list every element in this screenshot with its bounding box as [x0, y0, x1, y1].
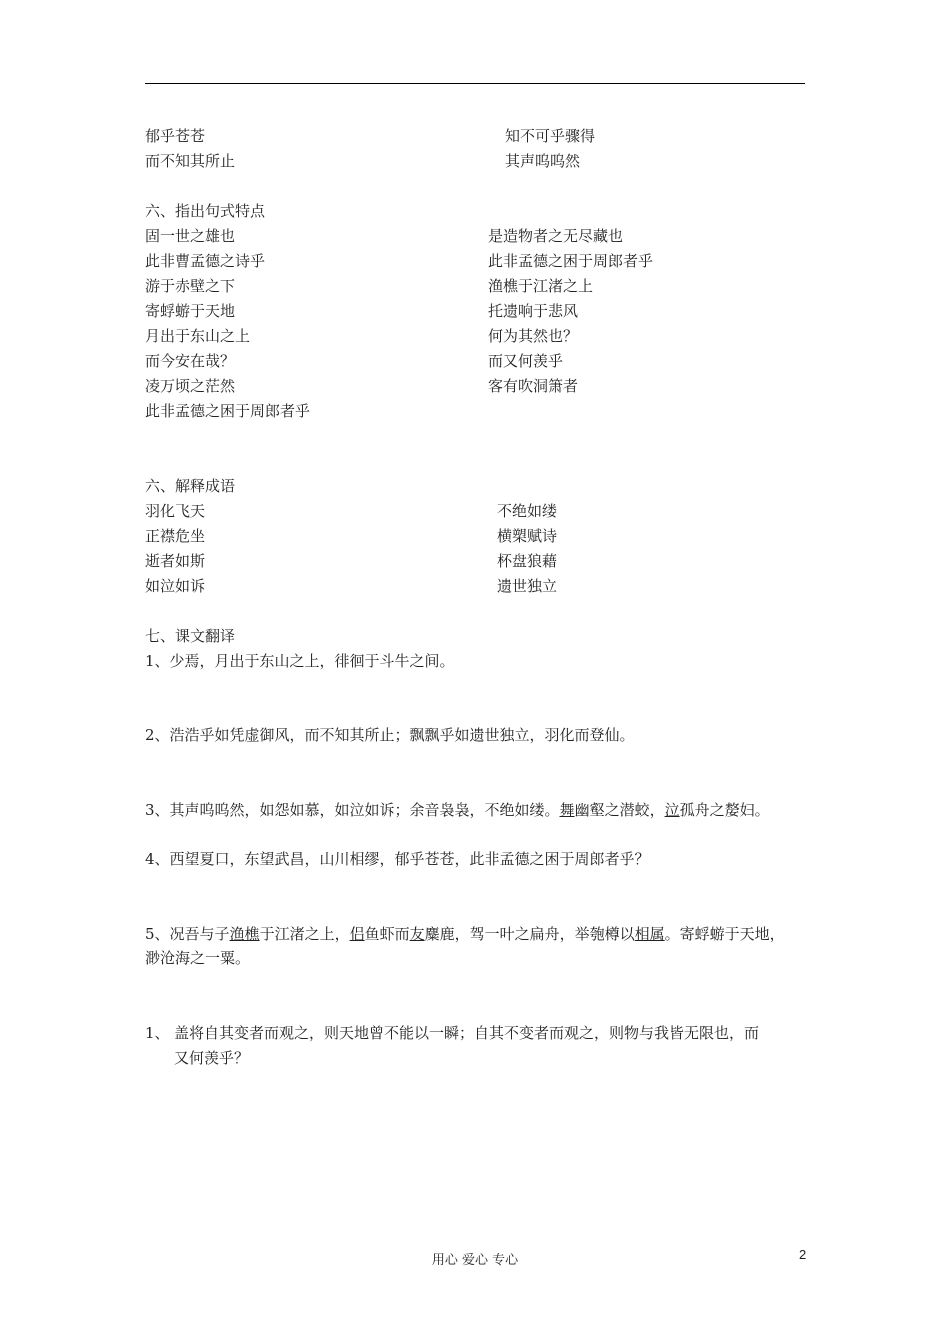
- translation-item: [145, 924, 785, 944]
- header-rule: [145, 83, 805, 84]
- text-line: 月出于东山之上: [145, 327, 251, 345]
- underlined-word: 友: [409, 925, 425, 943]
- list-number: 1、: [145, 1024, 170, 1042]
- text-line: 遗世独立: [497, 577, 558, 595]
- text-line: 渔樵于江渚之上: [488, 277, 594, 295]
- translation-item-continued: 又何羡乎？: [174, 1049, 250, 1067]
- text-line: 托遗响于悲风: [488, 302, 579, 320]
- text-line: 何为其然也？: [488, 327, 579, 345]
- text-line: 寄蜉蝣于天地: [145, 302, 236, 320]
- section-heading: 六、解释成语: [145, 477, 236, 495]
- text-line: 不绝如缕: [497, 502, 558, 520]
- text-span: 鱼虾而: [364, 925, 410, 943]
- translation-item: 4、西望夏口，东望武昌，山川相缪，郁乎苍苍，此非孟德之困于周郎者乎？: [145, 850, 650, 868]
- text-line: 横槊赋诗: [497, 527, 558, 545]
- text-span: 。寄蜉蝣于天地，: [664, 925, 785, 943]
- text-line: 客有吹洞箫者: [488, 377, 579, 395]
- text-span: 孤舟之嫠妇。: [679, 801, 770, 819]
- section-heading: 七、课文翻译: [145, 627, 236, 645]
- text-span: 麋鹿，驾一叶之扁舟，举匏樽以: [424, 925, 635, 943]
- text-line: 固一世之雄也: [145, 227, 236, 245]
- text-line: 如泣如诉: [145, 577, 206, 595]
- text-line: 逝者如斯: [145, 552, 206, 570]
- translation-item: 1、少焉，月出于东山之上，徘徊于斗牛之间。: [145, 652, 455, 670]
- text-line: 郁乎苍苍: [145, 127, 206, 145]
- text-line: 凌万顷之茫然: [145, 377, 236, 395]
- text-line: 羽化飞天: [145, 502, 206, 520]
- section-heading: 六、指出句式特点: [145, 202, 266, 220]
- underlined-word: 渔樵: [229, 925, 260, 943]
- text-line: 正襟危坐: [145, 527, 206, 545]
- text-line: 而不知其所止: [145, 152, 236, 170]
- underlined-word: 相属: [634, 925, 665, 943]
- text-line: 游于赤壁之下: [145, 277, 236, 295]
- underlined-word: 泣: [664, 801, 680, 819]
- text-span: 3、其声呜呜然，如怨如慕，如泣如诉；余音袅袅，不绝如缕。: [145, 801, 560, 819]
- text-line: 知不可乎骤得: [505, 127, 596, 145]
- text-line: 是造物者之无尽藏也: [488, 227, 624, 245]
- text-line: 而今安在哉？: [145, 352, 236, 370]
- text-line: 杯盘狼藉: [497, 552, 558, 570]
- translation-item-continued: 渺沧海之一粟。: [145, 949, 251, 967]
- text-line: 此非曹孟德之诗乎: [145, 252, 266, 270]
- translation-item: 盖将自其变者而观之，则天地曾不能以一瞬；自其不变者而观之，则物与我皆无限也，而: [174, 1024, 760, 1042]
- underlined-word: 舞: [559, 801, 575, 819]
- text-span: 于江渚之上，: [259, 925, 350, 943]
- text-line: 此非孟德之困于周郎者乎: [145, 402, 311, 420]
- translation-item: 2、浩浩乎如凭虚御风，而不知其所止；飘飘乎如遗世独立，羽化而登仙。: [145, 726, 635, 744]
- text-line: 而又何羡乎: [488, 352, 564, 370]
- page-footer: 用心 爱心 专心: [431, 1253, 519, 1268]
- page-number: 2: [799, 1247, 807, 1262]
- text-line: 其声呜呜然: [505, 152, 581, 170]
- text-line: 此非孟德之困于周郎者乎: [488, 252, 654, 270]
- text-span: 幽壑之潜蛟，: [574, 801, 665, 819]
- translation-item: [145, 800, 770, 820]
- underlined-word: 侣: [349, 925, 365, 943]
- text-span: 5、况吾与子: [145, 925, 230, 943]
